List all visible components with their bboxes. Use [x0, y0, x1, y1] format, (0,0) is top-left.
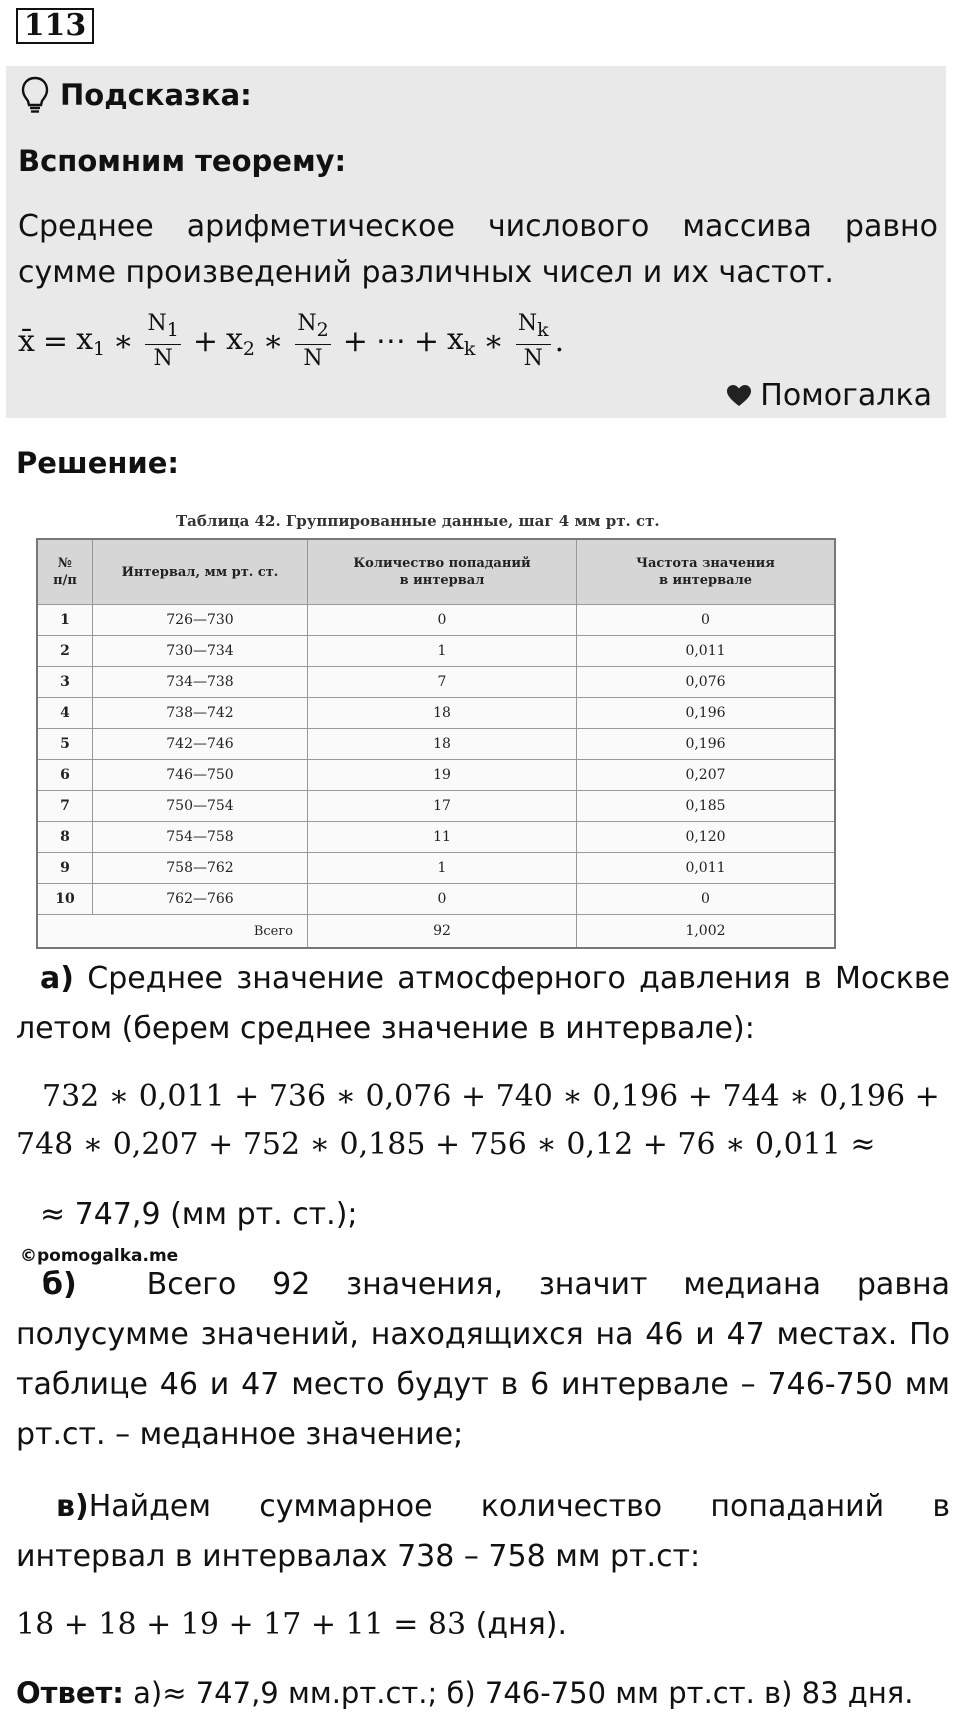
formula-plus: + [192, 323, 218, 359]
header-number: № п/п [37, 539, 93, 605]
cell-count: 1 [308, 636, 577, 667]
table-row [37, 853, 835, 884]
cell-frequency: 0,207 [577, 760, 836, 791]
cell-number: 9 [37, 853, 93, 884]
table-row [37, 636, 835, 667]
cell-count: 18 [308, 729, 577, 760]
hint-subtitle: Вспомним теорему: [18, 144, 347, 178]
cell-number: 10 [37, 884, 93, 915]
part-a-label: а) [40, 961, 74, 996]
cell-number: 5 [37, 729, 93, 760]
part-b-label: б) [42, 1267, 77, 1302]
part-c-label: в) [56, 1489, 89, 1524]
total-label: Всего [37, 915, 308, 949]
cell-number: 4 [37, 698, 93, 729]
cell-frequency: 0,120 [577, 822, 836, 853]
formula-x2: $x_2$ [225, 322, 255, 360]
table-total-row [37, 915, 835, 949]
cell-frequency: 0,196 [577, 729, 836, 760]
cell-count: 0 [308, 605, 577, 636]
total-count: 92 [308, 915, 577, 949]
formula-lhs: x̄ [18, 323, 35, 359]
cell-frequency: 0,011 [577, 853, 836, 884]
cell-number: 7 [37, 791, 93, 822]
part-a-calc-line2: 748 ∗ 0,207 + 752 ∗ 0,185 + 756 ∗ 0,12 + 76 ∗ 0,011 ≈ [16, 1127, 876, 1162]
answer-label: Ответ: [16, 1676, 124, 1710]
formula-mul: ∗ [483, 323, 504, 359]
formula-mul: ∗ [262, 323, 284, 359]
problem-number: 113 [16, 8, 94, 44]
part-a-text [16, 954, 950, 1054]
grouped-data-table [36, 538, 836, 949]
hint-header [20, 76, 252, 114]
header-interval: Интервал, мм рт. ст. [93, 539, 308, 605]
cell-number: 2 [37, 636, 93, 667]
cell-frequency: 0,011 [577, 636, 836, 667]
cell-number: 1 [37, 605, 93, 636]
table-row [37, 884, 835, 915]
heart-icon [726, 384, 752, 408]
formula-x1: $x_1$ [76, 322, 106, 360]
cell-frequency: 0 [577, 884, 836, 915]
hint-panel [6, 66, 946, 418]
part-a-calc-line1: 732 ∗ 0,011 + 736 ∗ 0,076 + 740 ∗ 0,196 + 744 ∗ 0,196 + [42, 1079, 940, 1114]
part-b-text [16, 1260, 950, 1460]
total-frequency: 1,002 [577, 915, 836, 949]
header-frequency: Частота значения в интервале [577, 539, 836, 605]
solution-title: Решение: [16, 446, 180, 480]
cell-interval: 746—750 [93, 760, 308, 791]
cell-interval: 738—742 [93, 698, 308, 729]
cell-interval: 762—766 [93, 884, 308, 915]
cell-count: 11 [308, 822, 577, 853]
cell-number: 8 [37, 822, 93, 853]
table-row [37, 605, 835, 636]
table-row [37, 791, 835, 822]
hint-text: Среднее арифметическое числового массива равно сумме произведений различных чисел и их частот. [18, 209, 938, 290]
cell-interval: 750—754 [93, 791, 308, 822]
cell-interval: 742—746 [93, 729, 308, 760]
cell-frequency: 0 [577, 605, 836, 636]
cell-count: 18 [308, 698, 577, 729]
formula-frac-1: $\frac{N1}{N}$ [147, 310, 179, 371]
table-row [37, 698, 835, 729]
cell-number: 6 [37, 760, 93, 791]
header-count: Количество попаданий в интервал [308, 539, 577, 605]
cell-count: 0 [308, 884, 577, 915]
table-row [37, 760, 835, 791]
cell-interval: 754—758 [93, 822, 308, 853]
table-row [37, 667, 835, 698]
formula-frac-2: $\frac{N2}{N}$ [297, 310, 329, 371]
cell-frequency: 0,076 [577, 667, 836, 698]
cell-interval: 730—734 [93, 636, 308, 667]
hint-title: Подсказка: [60, 78, 252, 112]
formula-frac-k: $\frac{Nk}{N}$ [517, 310, 549, 371]
part-c-text [16, 1482, 950, 1582]
formula-dots: ⋯ [375, 323, 406, 359]
copyright: ©pomogalka.me [20, 1246, 179, 1266]
table-header-row [37, 539, 835, 605]
part-c-body: Найдем суммарное количество попаданий в интервал в интервалах 738 – 758 мм рт.ст: [16, 1489, 950, 1574]
mean-formula [18, 306, 564, 376]
formula-plus: + [342, 323, 368, 359]
part-a-body: Среднее значение атмосферного давления в Москве летом (берем среднее значение в интервале): [16, 961, 950, 1046]
answer-text: а)≈ 747,9 мм.рт.ст.; б) 746-750 мм рт.ст. в) 83 дня. [123, 1676, 914, 1710]
cell-count: 7 [308, 667, 577, 698]
table-row [37, 822, 835, 853]
cell-frequency: 0,185 [577, 791, 836, 822]
formula-plus: + [413, 323, 439, 359]
part-c-calc: 18 + 18 + 19 + 17 + 11 = 83 (дня). [16, 1607, 567, 1642]
formula-end: . [554, 323, 565, 359]
cell-count: 19 [308, 760, 577, 791]
formula-xk: $x_k$ [446, 322, 476, 360]
formula-mul: ∗ [113, 323, 134, 359]
cell-count: 17 [308, 791, 577, 822]
formula-eq: = [42, 323, 69, 359]
cell-count: 1 [308, 853, 577, 884]
brand-name: Помогалка [760, 378, 932, 413]
part-a-result: ≈ 747,9 (мм рт. ст.); [40, 1197, 358, 1232]
cell-frequency: 0,196 [577, 698, 836, 729]
cell-interval: 734—738 [93, 667, 308, 698]
cell-number: 3 [37, 667, 93, 698]
brand-signature [726, 378, 932, 413]
table-row [37, 729, 835, 760]
answer [16, 1668, 950, 1718]
part-b-body: Всего 92 значения, значит медиана равна полусумме значений, находящихся на 46 и 47 местах. По таблице 46 и 47 место будут в 6 интервале – 746-750 мм рт.ст. – меданное значение; [16, 1267, 950, 1452]
table-caption: Таблица 42. Группированные данные, шаг 4 мм рт. ст. [176, 512, 660, 530]
lightbulb-icon [20, 76, 50, 114]
cell-interval: 726—730 [93, 605, 308, 636]
cell-interval: 758—762 [93, 853, 308, 884]
